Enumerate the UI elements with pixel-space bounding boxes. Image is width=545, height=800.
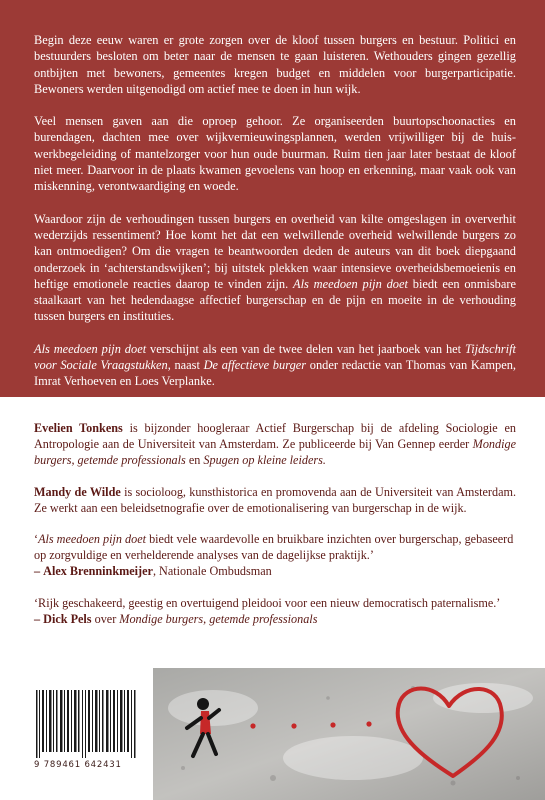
author-text [34,420,516,642]
blurb-paragraph-3: Waardoor zijn de verhoudingen tussen burgers en overheid van kilte omgeslagen in oververhit wederzijds ressentiment? Hoe komt het dat een welwillende overheid welwillende burgers zo kan ontmoedigen? Om die vragen te beantwoorden deden de auteurs van dit boek diepgaand onderzoek in ‘achterstandswijken’; bij uitstek plekken waar intensieve overheidsbemoeienis en heftige emotionele reacties daarop te vinden zijn. Als meedoen pijn doet biedt een onmisbare staalkaart van het hedendaagse affectief burgerschap en de pijn en moeite in de verhouding tussen burgers en instituties. [34,211,516,324]
review-quote-1: ‘Als meedoen pijn doet biedt vele waardevolle en bruikbare inzichten over burgerschap, gebaseerd op zorgvuldige en verhelderende analyses van de dagelijkse praktijk.’ – Alex Brenninkmeijer, Nationale Ombudsman [34,532,514,579]
blurb-paragraph-1: Begin deze eeuw waren er grote zorgen over de kloof tussen burgers en bestuur. Politici en bestuurders besloten om beter naar de mensen te gaan luisteren. Wethouders gingen gezellig ontbijten met bewoners, gemeentes kregen budget en middelen voor burgerparticipatie. Bewoners werden uitgenodigd om actief mee te doen in hun wijk. [34,33,516,96]
isbn-barcode [34,690,138,758]
blurb-paragraph-2: Veel mensen gaven aan die oproep gehoor. Ze organiseerden buurtopschoonacties en burendagen, dachten mee over wijkvernieuwingsplannen, werden vrijwilliger bij de huiswerkbegeleiding of mantelzorger voor hun oude buurman. Ruim tien jaar later bestaat de kloof niet meer. Daarvoor in de plaats kwamen gevoelens van hoop en erkenning, maar vaak ook van miskenning, verontwaardiging en woede. [34,114,516,194]
isbn-number: 9 789461 642431 [34,760,122,770]
review-quote-2: ‘Rijk geschakeerd, geestig en overtuigend pleidooi voor een nieuw democratisch paternalisme.’ – Dick Pels over Mondige burgers, getemde professionals [34,595,501,626]
blurb-paragraph-4: Als meedoen pijn doet verschijnt als een van de twee delen van het jaarboek van het Tijdschrift voor Sociale Vraagstukken, naast De affectieve burger onder redactie van Thomas van Kampen, Imrat Verhoeven en Loes Verplanke. [34,341,516,389]
graffiti-wall-photo [153,668,545,800]
blurb-panel [0,0,545,397]
author-bio-1: Evelien Tonkens is bijzonder hoogleraar Actief Burgerschap bij de afdeling Sociologie en Antropologie aan de Universiteit van Amsterdam. Ze publiceerde bij Van Gennep eerder Mondige burgers, getemde professionals en Spugen op kleine leiders. [34,421,517,468]
blurb-text [34,32,516,406]
author-bio-2: Mandy de Wilde is socioloog, kunsthistorica en promovenda aan de Universiteit van Amsterdam. Ze werkt aan een beleidsetnografie over de emotionalisering van burgerschap in de wijk. [34,484,516,515]
